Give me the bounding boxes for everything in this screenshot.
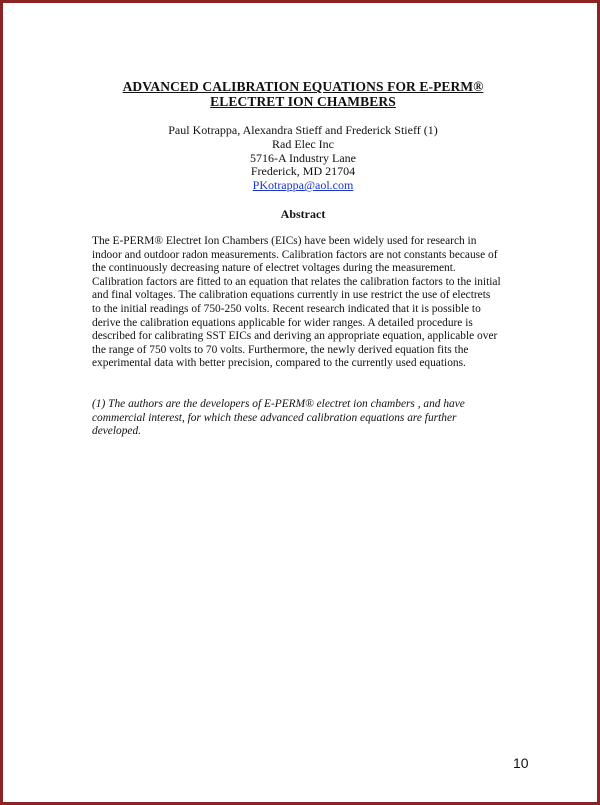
title-line-2: ELECTRET ION CHAMBERS: [210, 94, 396, 109]
author-block: [3, 124, 600, 193]
abstract-line: Calibration factors are fitted to an equation that relates the calibration factors to the initial: [92, 275, 501, 288]
abstract-line: The E-PERM® Electret Ion Chambers (EICs) have been widely used for research in: [92, 235, 477, 247]
email-link[interactable]: PKotrappa@aol.com: [252, 178, 354, 193]
city-line: Frederick, MD 21704: [250, 164, 356, 179]
paper-title: [3, 79, 600, 109]
author-names: Paul Kotrappa, Alexandra Stieff and Frederick Stieff (1): [168, 123, 438, 137]
footnote: [92, 398, 520, 439]
abstract-line: described for calibrating SST EICs and deriving an appropriate equation, applicable over: [92, 330, 498, 343]
footnote-line: (1) The authors are the developers of E-PERM® electret ion chambers , and have: [92, 398, 465, 410]
abstract-line: the continuously decreasing nature of electret voltages during the measurement.: [92, 262, 456, 275]
footnote-line: developed.: [92, 425, 142, 438]
page-number: 10: [513, 755, 529, 771]
abstract-line: to the initial readings of 750-250 volts. Recent research indicated that it is possible to: [92, 302, 481, 315]
abstract-line: experimental data with better precision, compared to the currently used equations.: [92, 357, 466, 370]
abstract-line: the range of 750 volts to 70 volts. Furthermore, the newly derived equation fits the: [92, 343, 469, 356]
title-line-1: ADVANCED CALIBRATION EQUATIONS FOR E-PERM®: [122, 79, 484, 94]
abstract-line: indoor and outdoor radon measurements. Calibration factors are not constants because of: [92, 248, 498, 261]
abstract-heading: Abstract: [280, 207, 326, 221]
abstract-line: derive the calibration equations applicable for wider ranges. A detailed procedure is: [92, 316, 473, 329]
footnote-line: commercial interest, for which these advanced calibration equations are further: [92, 411, 457, 424]
affiliation-line: Rad Elec Inc: [272, 136, 334, 151]
abstract-line: and final voltages. The calibration equations currently in use restrict the use of electrets: [92, 289, 491, 302]
address-line: 5716-A Industry Lane: [250, 150, 356, 165]
abstract-body: [92, 235, 520, 371]
